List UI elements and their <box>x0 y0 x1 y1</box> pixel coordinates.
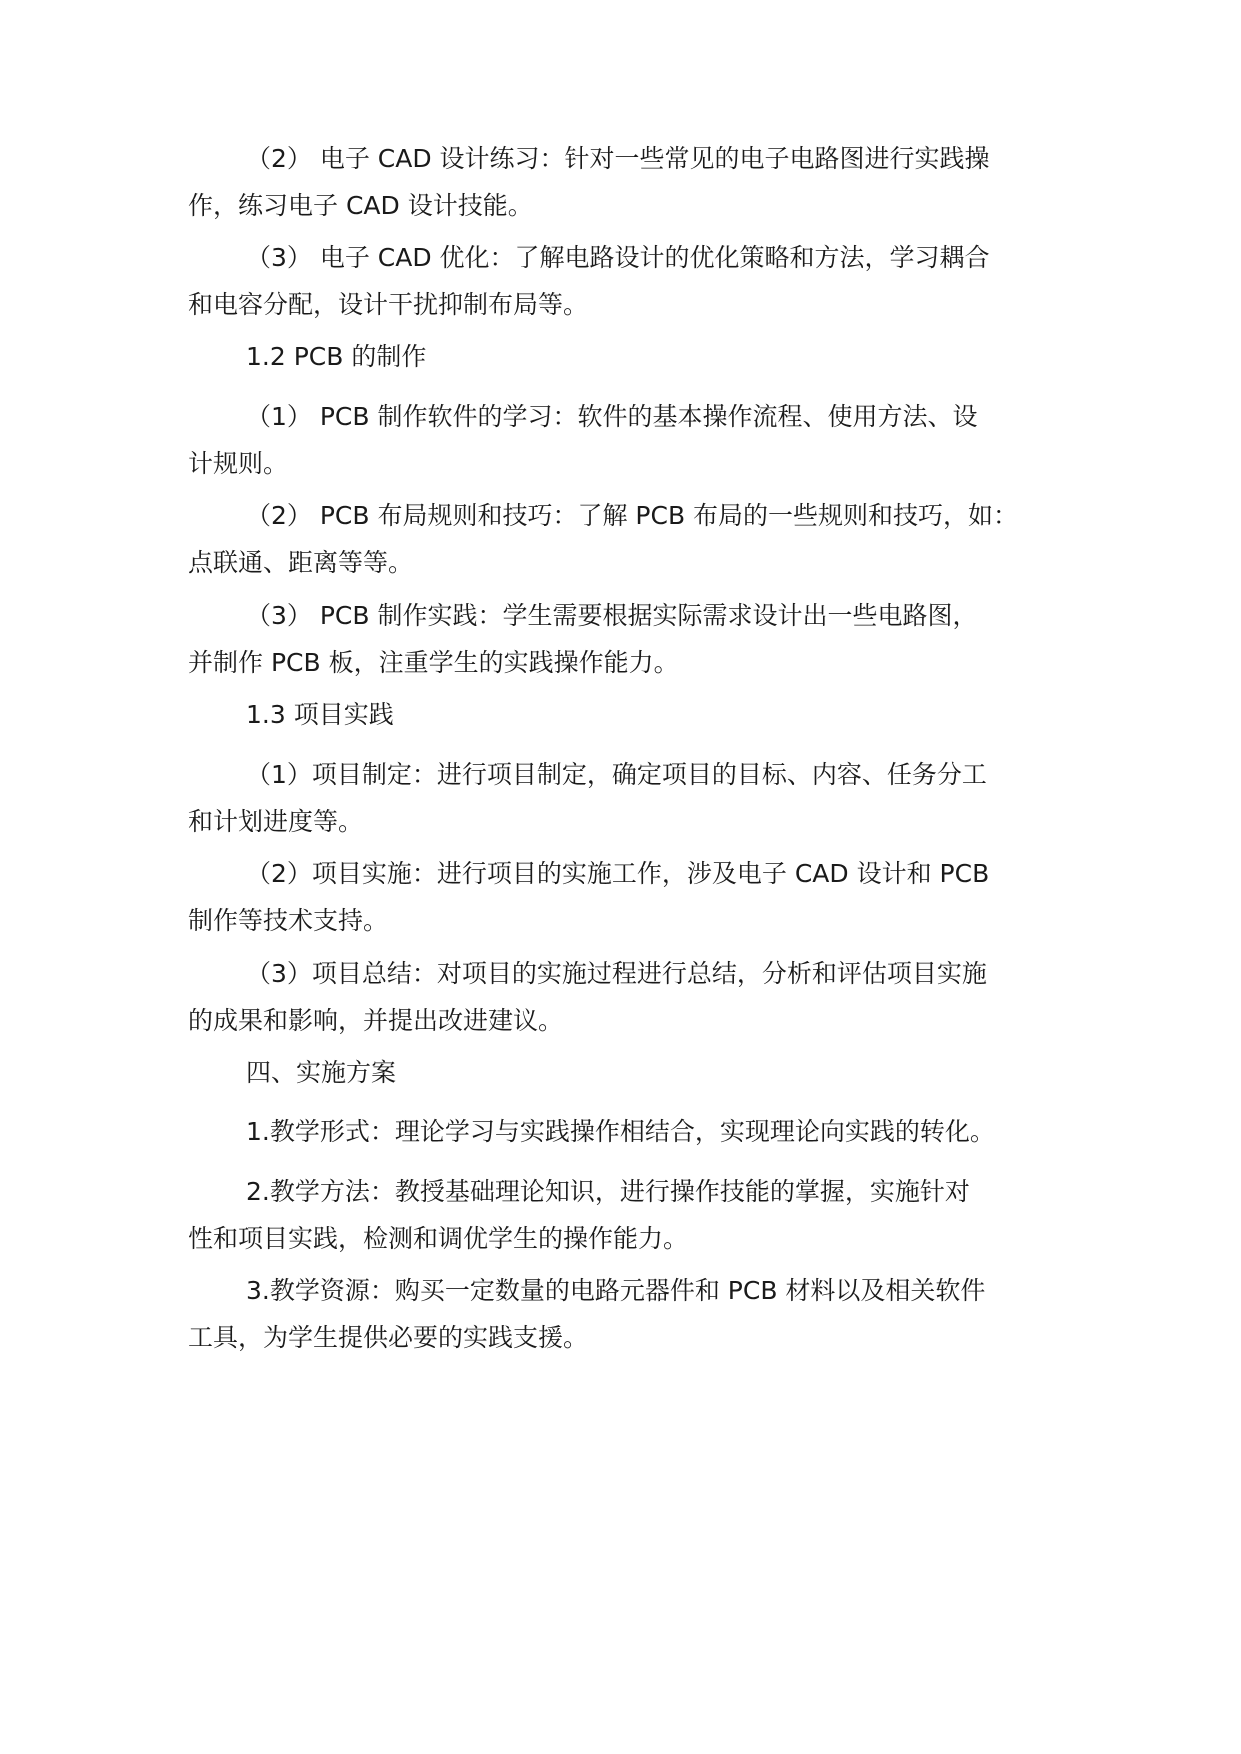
section-heading-project <box>188 691 1088 738</box>
paragraph-project-planning <box>188 751 1088 845</box>
text-line: （3） 电子 CAD 优化：了解电路设计的优化策略和方法，学习耦合 <box>246 243 990 272</box>
text-line: （1） PCB 制作软件的学习：软件的基本操作流程、使用方法、设 <box>246 402 978 431</box>
text-line: 和计划进度等。 <box>188 807 364 836</box>
text-line: （2） 电子 CAD 设计练习：针对一些常见的电子电路图进行实践操 <box>246 144 990 173</box>
text-line: 性和项目实践，检测和调优学生的操作能力。 <box>188 1224 689 1253</box>
section-heading-pcb <box>188 333 1088 380</box>
text-line: （1）项目制定：进行项目制定，确定项目的目标、内容、任务分工 <box>246 760 987 789</box>
text-line: 3.教学资源：购买一定数量的电路元器件和 PCB 材料以及相关软件 <box>246 1276 986 1305</box>
text-line: 并制作 PCB 板，注重学生的实践操作能力。 <box>188 648 679 677</box>
text-line: （2）项目实施：进行项目的实施工作，涉及电子 CAD 设计和 PCB <box>246 859 990 888</box>
paragraph-teaching-form <box>188 1108 1088 1155</box>
text-line: 作，练习电子 CAD 设计技能。 <box>188 191 533 220</box>
text-line: 制作等技术支持。 <box>188 906 389 935</box>
text-line: 点联通、距离等等。 <box>188 548 414 577</box>
paragraph-pcb-layout <box>188 492 1088 586</box>
paragraph-cad-practice <box>188 135 1088 229</box>
text-line: 计规则。 <box>188 449 289 478</box>
paragraph-pcb-software <box>188 393 1088 487</box>
text-line: （2） PCB 布局规则和技巧：了解 PCB 布局的一些规则和技巧，如： <box>246 501 1019 530</box>
text-line: （3）项目总结：对项目的实施过程进行总结，分析和评估项目实施 <box>246 959 987 988</box>
text-line: （3） PCB 制作实践：学生需要根据实际需求设计出一些电路图， <box>246 601 978 630</box>
section-heading-implementation-plan <box>188 1049 1088 1096</box>
text-line: 和电容分配，设计干扰抑制布局等。 <box>188 290 589 319</box>
paragraph-pcb-practice <box>188 592 1088 686</box>
paragraph-cad-optimization <box>188 234 1088 328</box>
paragraph-project-summary <box>188 950 1088 1044</box>
text-line: 1.2 PCB 的制作 <box>246 342 427 371</box>
paragraph-teaching-method <box>188 1168 1088 1262</box>
text-line: 1.教学形式：理论学习与实践操作相结合，实现理论向实践的转化。 <box>246 1117 995 1146</box>
text-line: 2.教学方法：教授基础理论知识，进行操作技能的掌握，实施针对 <box>246 1177 970 1206</box>
text-line: 四、实施方案 <box>246 1058 397 1087</box>
text-line: 工具，为学生提供必要的实践支援。 <box>188 1323 589 1352</box>
text-line: 1.3 项目实践 <box>246 700 394 729</box>
text-line: 的成果和影响，并提出改进建议。 <box>188 1006 564 1035</box>
paragraph-project-implementation <box>188 850 1088 944</box>
paragraph-teaching-resources <box>188 1267 1088 1361</box>
